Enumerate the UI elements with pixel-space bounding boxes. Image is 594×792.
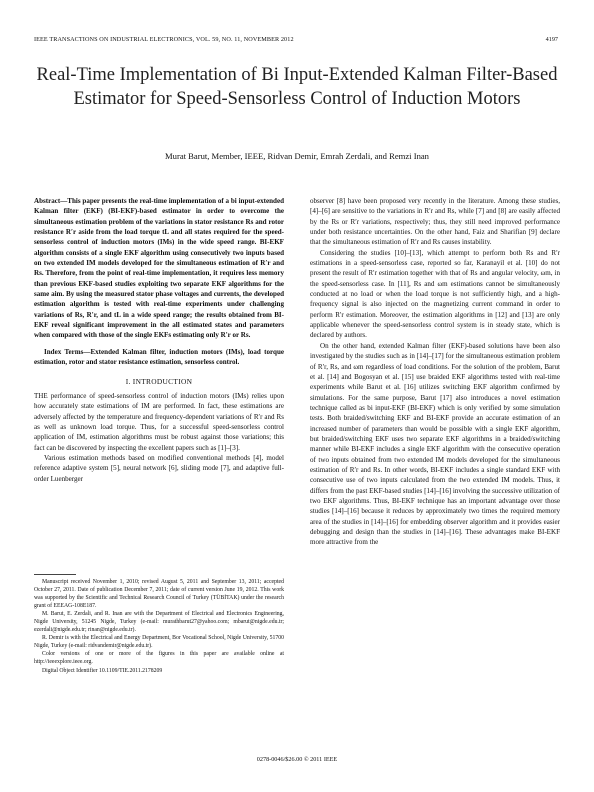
footnote-doi: Digital Object Identifier 10.1109/TIE.2011.2178209 bbox=[42, 667, 163, 674]
copyright-line: 0278-0046/$26.00 © 2011 IEEE bbox=[256, 756, 338, 763]
footnotes bbox=[34, 578, 284, 675]
intro-paragraph-5: On the other hand, extended Kalman filter (EKF)-based solutions have been also investigated by the studies such as in [14]–[17] for the simultaneous estimation problem of R′r, Rs, and ωm regardless of load conditions. For the solution of the problem, Barut et al. [14] and Bogosyan et al. [15] use braided EKF algorithms tested with real-time experiments while Barut et al. [16] utilizes switching EKF algorithm confirmed by simulations. For the same purpose, Barut [17] also introduces a novel estimation technique called as bi input-EKF (BI-EKF) which is only verified by some simulation tests. Both braided/switching EKF and BI-EKF provide an accurate estimation of an increased number of parameters than would be possible with a single EKF algorithm, but braided/switching EKF uses two separate EKF algorithms in a braided/switching manner while BI-EKF includes a single EKF algorithm with the consecutive operation of two inputs obtained from two extended IM models developed for the simultaneous estimation of R′r and Rs. In other words, BI-EKF includes a single standard EKF with consecutive use of two inputs calculated from the two extended IM models. Thus, it differs from the past EKF-based studies [14]–[16] involving the successive utilization of two EKF algorithms. Thus, BI-EKF technique has an important advantage over those studies [14]–[16] because it reduces by approximately two times the required memory area of the studies in [14]–[16] for embedding observer algorithm and it provides easier debugging and design than the studies in [14]–[16]. These advantages make BI-EKF more attractive from the bbox=[310, 341, 560, 547]
abstract: Abstract—This paper presents the real-time implementation of a bi input-extended Kalman filter (EKF) (BI-EKF)-based estimator in order to overcome the simultaneous estimation problem of the variations in stator resistance Rs and rotor resistance R′r aside from the load torque tL and all states required for the speed-sensorless control of induction motors (IMs) in the wide speed range. BI-EKF algorithm consists of a single EKF algorithm using consecutively two inputs based on two extended IM models developed for the simultaneous estimation of R′r and Rs. Therefore, from the point of real-time implementation, it requires less memory than previous EKF-based studies exploiting two separate EKF algorithms for the same aim. By using the measured stator phase voltages and currents, the developed estimation algorithm is tested with real-time experiments under challenging variations of Rs, R′r, and tL in a wide speed range; the results obtained from BI-EKF reveal significant improvement in the all estimated states and parameters when compared with those of the single EKFs estimating only R′r or Rs. bbox=[34, 197, 284, 340]
footnote-divider bbox=[34, 574, 76, 575]
page-number: 4197 bbox=[545, 36, 558, 43]
footnote-color-versions: Color versions of one or more of the figures in this paper are available online at http://ieeexplore.ieee.org. bbox=[34, 651, 284, 666]
index-terms: Index Terms—Extended Kalman filter, induction motors (IMs), load torque estimation, rotor and stator resistance estimation, sensorless control. bbox=[34, 347, 284, 367]
footnote-affiliation-1: M. Barut, E. Zerdali, and R. Inan are with the Department of Electrical and Electronics Engineering, Nigde University, 51245 Nigde, Turkey (e-mail: murathbarut27@yahoo.com; mbarut@nigde.edu.tr; ezerdali@nigde.edu.tr; rinan@nigde.edu.tr). bbox=[34, 611, 284, 634]
author-list: Murat Barut, Member, IEEE, Ridvan Demir, Emrah Zerdali, and Remzi Inan bbox=[165, 151, 429, 161]
intro-paragraph-2: Various estimation methods based on modified conventional methods [4], model reference adaptive system [5], neural network [6], sliding mode [7], and adaptive full-order Luenberger bbox=[34, 453, 284, 483]
intro-paragraph-1: THE performance of speed-sensorless control of induction motors (IMs) relies upon how accurately state estimations of IM are performed. In fact, these estimations are adversely affected by the temperature and frequency-dependent variations of R′r and Rs as well as unknown load torque. Thus, for a successful speed-sensorless control application of IM, estimation algorithms must be robust against those variations; this fact can be discovered by inspecting the excellent papers such as [1]–[3]. bbox=[34, 391, 284, 452]
section-heading: I. INTRODUCTION bbox=[125, 376, 193, 386]
intro-paragraph-3: observer [8] have been proposed very recently in the literature. Among these studies, [4]–[6] are sensitive to the variations in R′r and Rs, while [7] and [8] are easily affected by the Rs or R′r variations, respectively; thus, they still need improved performance under both resistance uncertainties. On the other hand, Faiz and Sharifian [9] declare that the simultaneous estimation of R′r and Rs causes instability. bbox=[310, 197, 560, 247]
journal-header: IEEE TRANSACTIONS ON INDUSTRIAL ELECTRONICS, VOL. 59, NO. 11, NOVEMBER 2012 bbox=[34, 36, 294, 43]
paper-title: Real-Time Implementation of Bi Input-Extended Kalman Filter-Based Estimator for Speed-Sensorless Control of Induction Motors bbox=[36, 65, 558, 109]
footnote-affiliation-2: R. Demir is with the Electrical and Energy Department, Bor Vocational School, Nigde University, 51700 Nigde, Turkey (e-mail: ridvandemir@nigde.edu.tr). bbox=[34, 635, 284, 650]
right-column bbox=[310, 196, 560, 548]
intro-paragraph-4: Considering the studies [10]–[13], which attempt to perform both Rs and R′r estimations in a speed-sensorless case, reported so far, Karanayil et al. [10] do not present the result of R′r estimation together with that of Rs and angular velocity, ωm, in the speed-sensorless case. In [11], Rs and ωm estimations cannot be simultaneously conducted at no load or when the load torque is not sufficiently high, and a high-frequency signal is also injected on the magnetizing current command in order to perform R′r estimation. Moreover, the estimation algorithms in [12] and [13] are only applicable whenever the speed-sensorless control system is in steady state, which is declared by authors. bbox=[310, 248, 560, 340]
left-column bbox=[34, 196, 284, 484]
footnote-received: Manuscript received November 1, 2010; revised August 5, 2011 and September 13, 2011; accepted October 27, 2011. Date of publication December 7, 2011; date of current version June 19, 2012. This work was supported by the Scientific and Technical Research Council of Turkey (TÜBİTAK) under the research grant of EEEAG-108E187. bbox=[34, 579, 284, 610]
